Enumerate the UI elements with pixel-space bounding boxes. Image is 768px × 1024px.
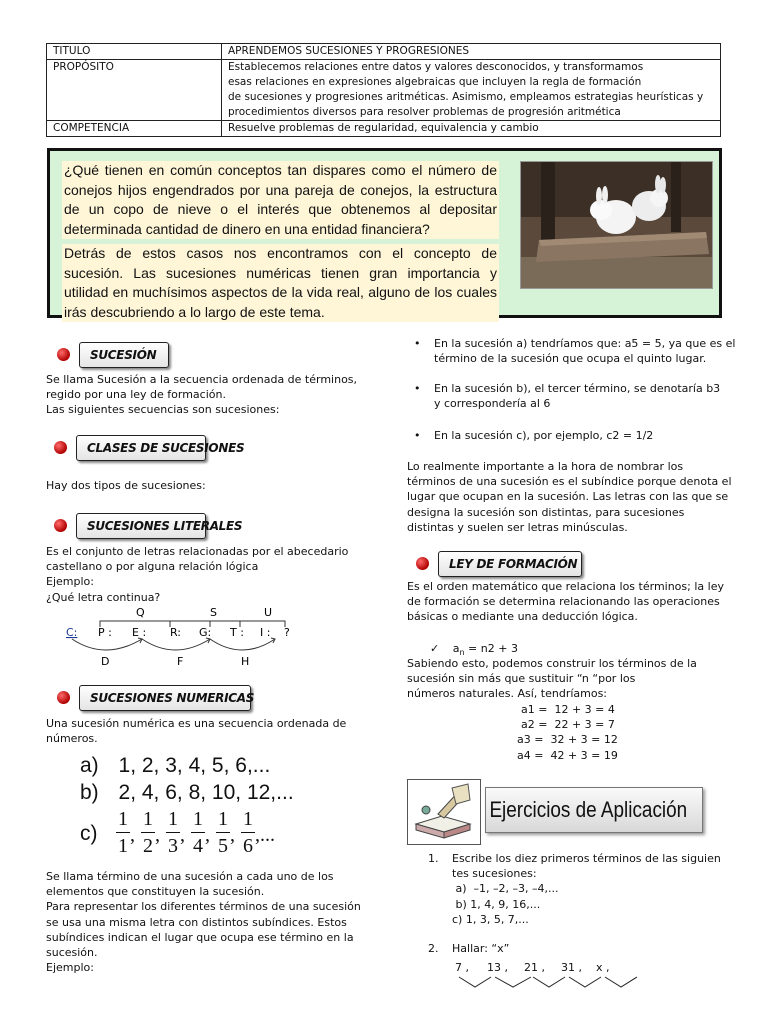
seq-term-4: 31 , [561,961,582,974]
fraction-numerator: 1 [218,808,228,830]
check-icon: ✓ [430,642,440,655]
ley-text-line: Es el orden matemático que relaciona los términos; la ley [407,580,724,593]
header-value [222,44,721,60]
sequence-b [80,781,294,805]
fraction [141,808,155,857]
exercise-2-sequence [455,961,645,991]
bullet-item [414,336,736,366]
term-line: a2 = 22 + 3 = 7 [521,718,615,732]
letter-bottom-d: D [101,655,110,668]
seq-term-2: 13 , [487,961,508,974]
literales-definition [46,544,348,605]
termino-text-line: subíndices indican el lugar que ocupa ese término en la [46,930,354,944]
sequence-b-label: b) [80,781,99,804]
numericas-text-line: Una sucesión numérica es una secuencia ordenada de [46,717,347,730]
sabiendo-text [407,656,697,702]
importante-text-line: lugar que ocupan en la sucesión. Las letras con las que se [407,490,729,504]
ejercicios-banner [407,779,703,843]
ejercicios-title: Ejercicios de Aplicación [489,797,688,822]
red-bullet-icon [57,691,70,704]
letter-i: I : [260,626,271,639]
fraction-bar [216,832,230,833]
header-row [47,121,721,137]
sequence-c-label: c) [80,822,98,845]
fraction-denominator: 4 [193,835,203,857]
header-value-line: procedimientos diversos para resolver problemas de progresión aritmética [228,106,621,118]
fraction-bar [166,832,180,833]
bullet-line: término de la sucesión que ocupa el quinto lugar. [434,352,707,366]
sequence-a [80,754,270,778]
importante-text-line: designa la sucesión son distintas, para sucesiones [407,505,685,519]
header-key: TITULO [47,44,222,60]
seq-term-5: x , [596,961,610,974]
fraction-numerator: 1 [243,808,253,830]
fraction-bar [191,832,205,833]
literales-text-line: ¿Qué letra continua? [46,590,161,604]
fraction-denominator: 6 [243,835,253,857]
importante-text-line: términos de una sucesión es el subíndice porque denota el [407,475,732,489]
ley-text-line: de formación se determina relacionando las operaciones [407,595,720,609]
header-value [222,60,721,121]
sequence-c-fractions [116,808,346,864]
rabbits-photo [520,161,713,289]
bullet-icon: • [414,382,421,395]
red-bullet-icon [54,519,67,532]
fraction-bar [116,832,130,833]
rabbits-illustration [521,162,712,288]
term-line: a4 = 42 + 3 = 19 [517,748,618,762]
sequence-b-values: 2, 4, 6, 8, 10, 12,... [118,781,294,804]
fraction-numerator: 1 [118,808,128,830]
sabiendo-text-line: Sabiendo esto, podemos construir los términos de la [407,657,697,670]
section-title: SUCESIÓN [79,342,169,368]
exercise-1-line: a) –1, –2, –3, –4,... [452,882,559,896]
ley-text-line: básicas o mediante una deducción lógica. [407,610,638,624]
red-bullet-icon [57,348,70,361]
exercise-1-line: c) 1, 3, 5, 7,... [452,912,529,926]
intro-paragraph-2: Detrás de estos casos nos encontramos con el concepto de sucesión. Las sucesiones numéricas tienen gran importancia y utilidad en muchísimos aspectos de la vida real, alguno de los cuales irás descubriendo a lo largo de este tema. [62,244,499,322]
ejercicios-title-box [485,787,703,833]
header-value [222,121,721,137]
letter-top-s: S [210,606,217,619]
sequence-a-label: a) [80,754,99,777]
seq-term-3: 21 , [524,961,545,974]
letter-g: G: [199,626,212,639]
fraction-numerator: 1 [168,808,178,830]
header-key: COMPETENCIA [47,121,222,137]
letter-bottom-h: H [241,655,250,668]
bullet-item [414,381,721,411]
literales-text-line: Ejemplo: [46,575,94,589]
formula-a: a [452,642,460,655]
fraction-comma: , [230,824,235,846]
termino-text-line: Se llama término de una sucesión a cada uno de los [46,870,334,883]
section-title: SUCESIONES LITERALES [76,513,206,539]
letters-diagram [60,603,310,671]
exercise-1-number: 1. [428,852,439,865]
termino-definition [46,869,361,975]
terms-list [517,702,618,763]
bullet-line: y correspondería al 6 [434,397,551,411]
termino-text-line: se usa una misma letra con distintos subíndices. Estos [46,915,347,929]
importante-text-line: Lo realmente importante a la hora de nombrar los [407,460,684,473]
letter-top-q: Q [136,606,145,619]
fraction [166,808,180,857]
fraction [216,808,230,857]
exercise-2-label: Hallar: “x” [452,942,510,955]
header-value-line: de sucesiones y progresiones aritméticas. Asimismo, empleamos estrategias heurísticas y [228,91,704,103]
intro-box [47,148,722,318]
fraction [241,808,255,857]
header-table [46,43,721,137]
exercise-1-line: b) 1, 4, 9, 16,... [452,897,541,911]
fraction-ellipsis: ,... [255,824,275,846]
sabiendo-text-line: números naturales. Así, tendríamos: [407,687,608,701]
red-bullet-icon [54,441,67,454]
intro-paragraph-1: ¿Qué tienen en común conceptos tan dispares como el número de conejos hijos engendrados por una pareja de conejos, la estructura de un copo de nieve o el interés que obtenemos al depositar determinada cantidad de dinero en una entidad financiera? [62,161,499,239]
formula-rest: = n2 + 3 [468,642,518,655]
bullet-line: En la sucesión a) tendríamos que: a5 = 5, ya que es el [434,337,736,350]
bullet-item [414,428,654,443]
letter-top-u: U [264,606,273,619]
clases-text: Hay dos tipos de sucesiones: [46,479,206,492]
sabiendo-text-line: sucesión sin más que sustituir “n “por los [407,672,636,686]
letter-p: P : [98,626,112,639]
term-line: a1 = 12 + 3 = 4 [521,703,615,716]
fraction-comma: , [180,824,185,846]
importante-text-line: distintas y suelen ser letras minúsculas. [407,520,628,534]
section-title: SUCESIONES NUMERICAS [79,685,251,711]
book-icon [407,779,481,845]
section-title: CLASES DE SUCESIONES [76,435,206,461]
header-row [47,60,721,121]
fraction [191,808,205,857]
letter-bottom-f: F [177,655,184,668]
importante-text [407,459,732,535]
exercise-1 [452,851,721,927]
difference-arrows [455,975,645,991]
section-title: LEY DE FORMACIÓN [438,551,582,577]
fraction-bar [241,832,255,833]
termino-text-line: Para representar los diferentes términos de una sucesión [46,900,361,914]
header-value-line: Establecemos relaciones entre datos y valores desconocidos, y transformamos [228,61,644,73]
termino-text-line: Ejemplo: [46,961,94,975]
fraction-comma: , [130,824,135,846]
header-value-line: esas relaciones en expresiones algebraicas que incluyen la regla de formación [228,76,642,88]
fraction [116,808,130,857]
bullet-icon: • [414,337,421,350]
exercise-1-line: tes sucesiones: [452,867,537,881]
sucesion-text-line: regido por una ley de formación. [46,388,226,402]
fraction-numerator: 1 [193,808,203,830]
sucesion-text-line: Se llama Sucesión a la secuencia ordenada de términos, [46,373,358,386]
letter-e: E : [132,626,147,639]
fraction-comma: , [205,824,210,846]
literales-text-line: castellano o por alguna relación lógica [46,560,259,574]
sucesion-text-line: Las siguientes secuencias son sucesiones: [46,403,280,417]
fraction-denominator: 1 [118,835,128,857]
bullet-line: En la sucesión c), por ejemplo, c2 = 1/2 [434,429,654,442]
term-line: a3 = 32 + 3 = 12 [517,733,618,747]
fraction-bar [141,832,155,833]
letter-c: C: [66,626,78,639]
exercise-1-line: Escribe los diez primeros términos de las siguien [452,852,721,865]
letter-r: R: [170,626,182,639]
literales-text-line: Es el conjunto de letras relacionadas por el abecedario [46,545,349,558]
header-key: PROPÓSITO [47,60,222,121]
header-row [47,44,721,60]
fraction-comma: , [155,824,160,846]
header-value-line: Resuelve problemas de regularidad, equivalencia y cambio [228,122,539,134]
fraction-denominator: 5 [218,835,228,857]
bullet-line: En la sucesión b), el tercer término, se denotaría b3 [434,382,721,395]
numericas-text-line: números. [46,732,98,746]
bullet-icon: • [414,429,421,442]
ley-definition [407,579,724,625]
fraction-numerator: 1 [143,808,153,830]
seq-term-1: 7 , [455,961,469,974]
red-bullet-icon [416,557,429,570]
fraction-denominator: 3 [168,835,178,857]
exercise-2-number: 2. [428,942,439,955]
fraction-denominator: 2 [143,835,153,857]
termino-text-line: elementos que constituyen la sucesión. [46,885,265,899]
intro-text [62,161,499,327]
sucesion-definition [46,372,357,418]
header-value-line: APRENDEMOS SUCESIONES Y PROGRESIONES [228,45,470,57]
numericas-definition [46,716,346,746]
formula-subscript: n [459,648,465,658]
termino-text-line: sucesión. [46,946,98,960]
letter-t: T : [230,626,244,639]
letter-question: ? [284,626,290,639]
sequence-a-values: 1, 2, 3, 4, 5, 6,... [118,754,271,777]
